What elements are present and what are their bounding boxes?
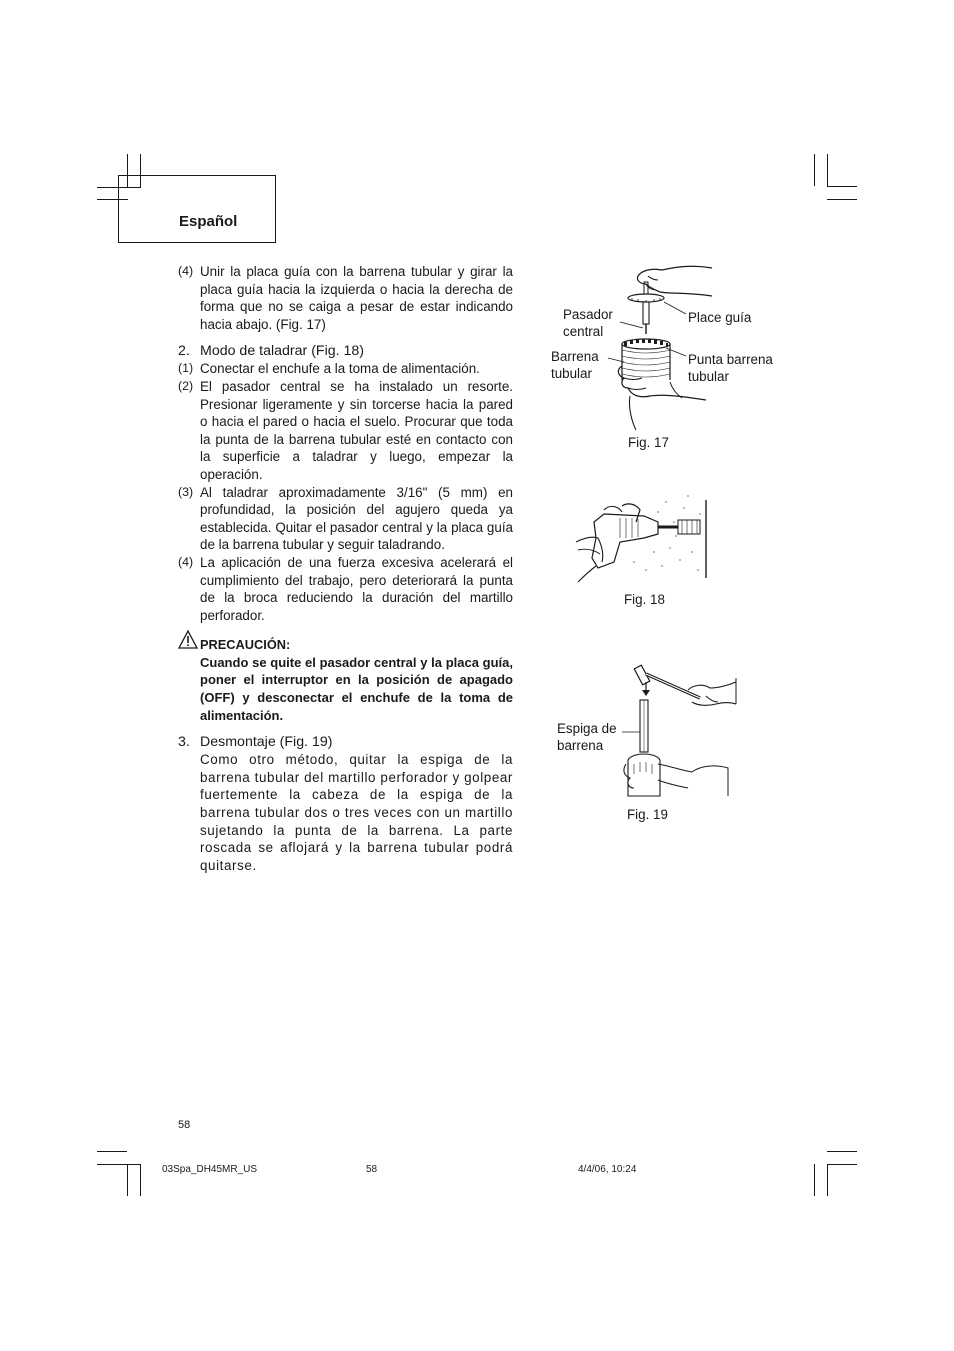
page-number: 58 <box>178 1119 191 1131</box>
crop-mark <box>827 1164 828 1196</box>
fig17-caption: Fig. 17 <box>628 435 669 450</box>
footer-page: 58 <box>366 1164 378 1175</box>
text-column <box>178 263 513 874</box>
label-place-guia: Place guía <box>688 310 752 325</box>
crop-mark <box>127 1164 128 1196</box>
section-number: 2. <box>178 343 190 360</box>
item-number: (4) <box>178 554 194 569</box>
label-espiga-barrena: Espiga de barrena <box>557 721 617 753</box>
caution-text: Cuando se quite el pasador central y la placa guía, poner el interruptor en la posición de apagado (OFF) y desconectar el enchufe de la toma de alimentación. <box>200 654 513 723</box>
label-punta-barrena: Punta barrena tubular <box>688 352 773 384</box>
crop-mark <box>97 1151 127 1152</box>
item-text: Unir la placa guía con la barrena tubular y girar la placa guía hacia la izquierda o hacia la derecha de forma que no se caiga a pesar de estar indicando hacia abajo. (Fig. 17) <box>200 264 513 332</box>
language-box <box>118 175 276 243</box>
crop-mark <box>827 1164 857 1165</box>
section-heading <box>178 342 513 360</box>
label-pasador-central: Pasador central <box>563 307 613 339</box>
warning-icon <box>178 630 198 649</box>
crop-mark <box>827 199 857 200</box>
item-text: Conectar el enchufe a la toma de alimentación. <box>200 361 480 377</box>
item-number: (1) <box>178 361 194 376</box>
fig19-caption: Fig. 19 <box>627 807 668 822</box>
section-title: Modo de taladrar (Fig. 18) <box>200 343 365 360</box>
fig18-caption: Fig. 18 <box>624 592 665 607</box>
item-number: (2) <box>178 378 194 393</box>
list-item <box>178 263 513 333</box>
list-item <box>178 484 513 554</box>
item-text: El pasador central se ha instalado un resorte. Presionar ligeramente y sin torcerse hacia la pared o hacia el pared o hacia el suelo. Procurar que toda la punta de la barrena tubular esté en contacto con la superficie a taladrar y luego, empezar la operación. <box>200 378 513 482</box>
caution-heading <box>178 636 513 654</box>
item-text: La aplicación de una fuerza excesiva acelerará el cumplimiento del trabajo, pero deteriorará la punta de la broca reduciendo la duración del martillo perforador. <box>200 554 513 623</box>
item-text: Al taladrar aproximadamente 3/16" (5 mm) en profundidad, la posición del agujero queda ya establecida. Quitar el pasador central y la placa guía de la barrena tubular y seguir taladrando. <box>200 484 513 553</box>
footer-file-name: 03Spa_DH45MR_US <box>162 1164 258 1175</box>
caution-title: PRECAUCIÓN: <box>200 637 291 653</box>
crop-mark <box>827 1151 857 1152</box>
item-number: (3) <box>178 484 194 499</box>
item-number: (4) <box>178 264 194 278</box>
label-barrena-tubular: Barrena tubular <box>551 349 599 381</box>
section-paragraph: Como otro método, quitar la espiga de la barrena tubular del martillo perforador y golpear fuertemente la cabeza de la espiga de la barrena tubular dos o tres veces con un martillo sujetando la punta de la barrena. La parte roscada se aflojará y la barrena tubular podrá quitarse. <box>200 752 513 873</box>
crop-mark <box>827 186 857 187</box>
crop-mark <box>814 1164 815 1196</box>
list-item <box>178 360 513 378</box>
language-label: Español <box>179 213 238 230</box>
section-number: 3. <box>178 734 190 751</box>
list-item <box>178 554 513 624</box>
crop-mark <box>827 154 828 186</box>
fig18-illustration <box>574 492 714 584</box>
footer-timestamp: 4/4/06, 10:24 <box>578 1164 637 1175</box>
crop-mark <box>814 154 815 186</box>
crop-mark <box>140 1164 141 1196</box>
section-title: Desmontaje (Fig. 19) <box>200 734 333 751</box>
section-heading <box>178 733 513 751</box>
list-item <box>178 378 513 484</box>
crop-mark <box>97 1164 140 1165</box>
